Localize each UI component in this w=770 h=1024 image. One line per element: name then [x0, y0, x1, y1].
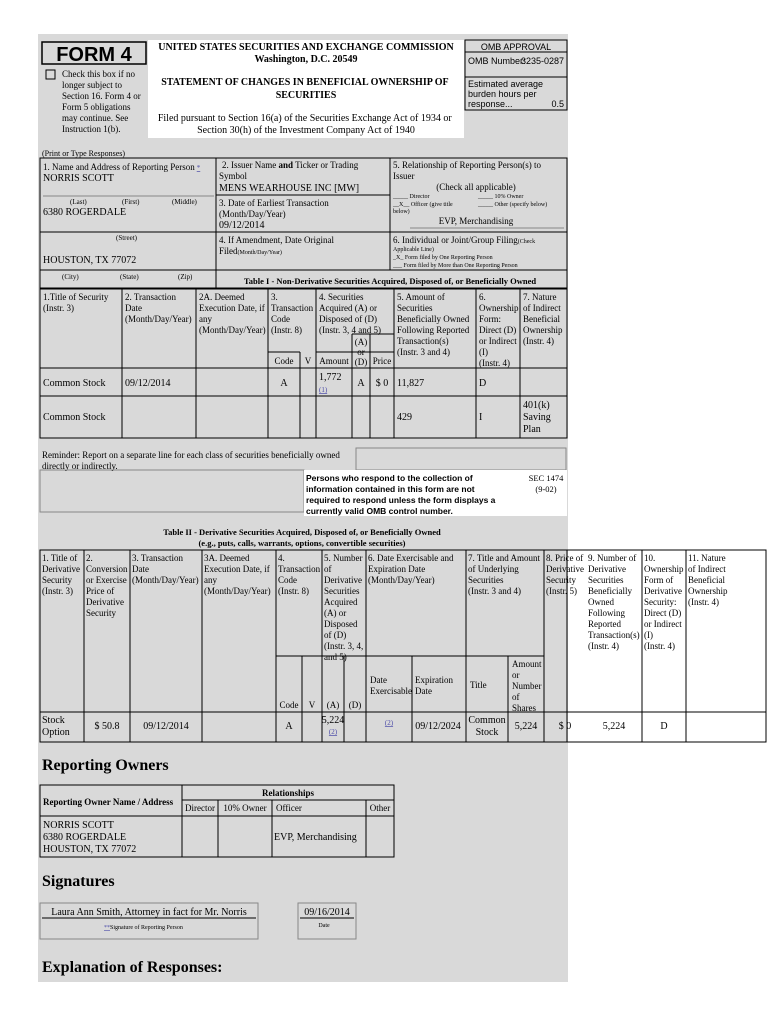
street-label: (Street): [116, 234, 137, 242]
t1-h-amount-sub: Amount: [319, 356, 349, 366]
earliest-transaction-label: 3. Date of Earliest Transaction (Month/Day/Year): [219, 198, 329, 219]
t1-h-title: 1.Title of Security (Instr. 3): [43, 292, 109, 313]
t1-h-amount-owned: 5. Amount of Securities Beneficially Owned Following Reported Transaction(s) (Instr. 3 and 4): [397, 292, 470, 357]
t2-r1-security: Stock Option: [42, 715, 70, 738]
t2-r1-exercisable-footnote[interactable]: (2): [384, 719, 394, 727]
t1-r2-security: Common Stock: [43, 412, 106, 423]
t2-h-code: 4. Transaction Code (Instr. 8): [278, 553, 321, 596]
t1-h-code: 3. Transaction Code (Instr. 8): [271, 292, 314, 335]
state-label: (State): [120, 273, 139, 281]
officer-title-value: EVP, Merchandising: [438, 216, 514, 226]
t1-r1-form: D: [479, 378, 487, 389]
t1-h-nature: 7. Nature of Indirect Beneficial Ownership (Instr. 4): [523, 292, 563, 346]
relationships-header: Relationships: [261, 788, 315, 798]
reporting-owners-heading: Reporting Owners: [42, 757, 169, 774]
omb-burden-label: Estimated average burden hours per response...: [468, 79, 544, 109]
t2-h-code-sub: Code: [279, 700, 299, 710]
other-option: _____ Other (specify below): [478, 202, 548, 208]
t1-r2-nature: 401(k) Saving Plan: [523, 400, 551, 435]
ten-pct-col: 10% Owner: [223, 803, 267, 813]
signer-name: Laura Ann Smith, Attorney in fact for Mr. Norris: [51, 907, 247, 918]
t1-h-price-sub: Price: [372, 356, 392, 366]
reporting-person-street: 6380 ROGERDALE: [43, 207, 127, 218]
t2-h-date: 3. Transaction Date (Month/Day/Year): [132, 553, 199, 585]
t1-r1-aord: A: [357, 378, 365, 389]
t1-r1-date: 09/12/2014: [125, 378, 171, 389]
reporting-person-label: 1. Name and Address of Reporting Person *: [43, 162, 201, 172]
table2-title: Table II - Derivative Securities Acquired, Disposed of, or Beneficially Owned (e.g., puts, calls, warrants, options, convertible securities): [163, 527, 441, 548]
filing-label: 6. Individual or Joint/Group Filing(Check: [393, 235, 536, 245]
t2-h-number: 5. Number of Derivative Securities Acquired (A) or Disposed of (D) (Instr. 3, 4, and 5): [324, 553, 364, 662]
t1-r1-code: A: [280, 378, 288, 389]
t1-r2-owned: 429: [397, 412, 412, 423]
t2-h-title: 1. Title of Derivative Security (Instr. 3): [42, 553, 80, 596]
officer-option: __X__ Officer (give title: [393, 202, 453, 208]
t1-r1-amount: 1,772: [319, 372, 342, 383]
t2-r1-shares: 5,224: [514, 721, 538, 732]
signature-date: 09/16/2014: [304, 907, 350, 918]
t1-r1-security: Common Stock: [43, 378, 106, 389]
t2-r1-expiration: 09/12/2024: [415, 721, 461, 732]
table1-title: Table I - Non-Derivative Securities Acquired, Disposed of, or Beneficially Owned: [243, 276, 537, 286]
check-all-applicable: (Check all applicable): [436, 182, 516, 192]
owner-address: NORRIS SCOTT 6380 ROGERDALE HOUSTON, TX 77072: [43, 820, 137, 855]
t2-h-deriv-price: 8. Price of Derivative Security (Instr. 5): [546, 553, 584, 596]
commission-name: UNITED STATES SECURITIES AND EXCHANGE COMMISSION: [158, 42, 454, 53]
officer-col: Officer: [276, 803, 302, 813]
sec-code: SEC 1474 (9-02): [528, 473, 564, 494]
filed-by-more: ___ Form filed by More than One Reporting Person: [393, 263, 518, 269]
t2-h-owned: 9. Number of Derivative Securities Beneficially Owned Following Reported Transaction(s) (Instr. 4): [588, 553, 640, 651]
commission-city: Washington, D.C. 20549: [254, 54, 358, 65]
omb-burden-value: 0.5: [551, 99, 564, 109]
omb-title: OMB APPROVAL: [480, 42, 552, 52]
other-col: Other: [369, 803, 391, 813]
t2-h-price: 2. Conversion or Exercise Price of Derivative Security: [86, 553, 128, 618]
relationship-label: 5. Relationship of Reporting Person(s) to Issuer: [393, 160, 541, 181]
t2-h-d-sub: (D): [348, 700, 362, 710]
t2-h-title-sub: Title: [470, 680, 487, 690]
director-option: _____ Director: [393, 194, 430, 200]
t2-h-date-exercisable: Date Exercisable: [370, 675, 412, 696]
ten-pct-owner-option: _____ 10% Owner: [478, 194, 524, 200]
t1-h-ownership-form: 6. Ownership Form: Direct (D) or Indirect (I) (Instr. 4): [479, 292, 519, 368]
middle-label: (Middle): [172, 198, 197, 206]
t1-h-v-sub: V: [304, 356, 312, 366]
owner-officer-title: EVP, Merchandising: [274, 832, 357, 843]
t2-r1-title: Common Stock: [468, 715, 506, 738]
t2-r1-price: $ 50.8: [94, 721, 120, 732]
t1-r1-price: $ 0: [375, 378, 389, 389]
omb-number-label: OMB Number:: [468, 56, 526, 66]
t2-h-exercisable: 6. Date Exercisable and Expiration Date (Month/Day/Year): [368, 553, 454, 585]
reporting-person-name: NORRIS SCOTT: [43, 173, 114, 184]
t1-h-deemed: 2A. Deemed Execution Date, if any (Month/Day/Year): [199, 292, 266, 335]
t2-h-amount-shares: Amount or Number of Shares: [512, 659, 542, 713]
earliest-transaction-date: 09/12/2014: [219, 220, 265, 231]
print-or-type: (Print or Type Responses): [42, 149, 126, 158]
t2-h-nature: 11. Nature of Indirect Beneficial Ownership (Instr. 4): [688, 553, 728, 607]
t1-r1-owned: 11,827: [397, 378, 425, 389]
t2-r1-acquired: 5,224: [321, 715, 345, 726]
reminder-text: Reminder: Report on a separate line for each class of securities beneficially owned directly or indirectly.: [42, 450, 340, 471]
t2-r1-acquired-footnote[interactable]: (2): [328, 728, 338, 736]
officer-below: below): [393, 209, 410, 215]
signatures-heading: Signatures: [42, 873, 115, 890]
reporting-person-city: HOUSTON, TX 77072: [43, 255, 137, 266]
checkbox-instructions: Check this box if no longer subject to Section 16. Form 4 or Form 5 obligations may continue. See Instruction 1(b).: [62, 69, 141, 134]
city-label: (City): [62, 273, 79, 281]
t2-h-deemed: 3A. Deemed Execution Date, if any (Month/Day/Year): [204, 553, 271, 596]
t2-r1-form: D: [660, 721, 668, 732]
t2-r1-code: A: [285, 721, 293, 732]
persons-notice: Persons who respond to the collection of information contained in this form are not required to respond unless the form displays a currently valid OMB control number.: [306, 473, 496, 516]
last-label: (Last): [70, 198, 87, 206]
director-col: Director: [185, 803, 215, 813]
t2-r1-owned: 5,224: [602, 721, 626, 732]
filed-by-one: _X_ Form filed by One Reporting Person: [393, 255, 493, 261]
t2-h-a-sub: (A): [326, 700, 340, 710]
t1-h-date: 2. Transaction Date (Month/Day/Year): [125, 292, 192, 324]
filed-pursuant: Filed pursuant to Section 16(a) of the Securities Exchange Act of 1934 or Section 30(h) of the Investment Company Act of 1940: [157, 113, 452, 136]
t1-h-securities: 4. Securities Acquired (A) or Disposed of (D) (Instr. 3, 4 and 5): [319, 292, 381, 335]
signature-label: **Signature of Reporting Person: [104, 925, 183, 931]
date-label: Date: [318, 923, 330, 929]
owner-name-col: Reporting Owner Name / Address: [43, 797, 174, 807]
statement-title: STATEMENT OF CHANGES IN BENEFICIAL OWNERSHIP OF SECURITIES: [161, 77, 449, 101]
t1-r1-amount-footnote[interactable]: (1): [319, 386, 328, 394]
explanation-heading: Explanation of Responses:: [42, 959, 223, 976]
zip-label: (Zip): [178, 273, 193, 281]
issuer-name-value: MENS WEARHOUSE INC [MW]: [219, 183, 360, 194]
t2-h-v-sub: V: [308, 700, 316, 710]
omb-number-value: 3235-0287: [520, 56, 564, 66]
t1-r2-form: I: [479, 412, 483, 423]
t1-h-code-sub: Code: [274, 356, 294, 366]
t1-h-aord-sub: (A) or (D): [354, 337, 368, 367]
t2-h-form: 10. Ownership Form of Derivative Security: Direct (D) or Indirect (I) (Instr. 4): [644, 553, 684, 651]
filing-applicable: Applicable Line): [393, 247, 434, 253]
t2-r1-deriv-price: $ 0: [558, 721, 572, 732]
t2-r1-date: 09/12/2014: [143, 721, 189, 732]
t2-h-expiration: Expiration Date: [415, 675, 453, 696]
first-label: (First): [122, 198, 140, 206]
form-title: FORM 4: [56, 44, 132, 66]
issuer-name-label: 2. Issuer Name and Ticker or Trading Symbol: [219, 160, 359, 181]
t2-h-underlying: 7. Title and Amount of Underlying Securities (Instr. 3 and 4): [468, 553, 541, 596]
amendment-label: 4. If Amendment, Date Original Filed(Month/Day/Year): [219, 235, 334, 256]
